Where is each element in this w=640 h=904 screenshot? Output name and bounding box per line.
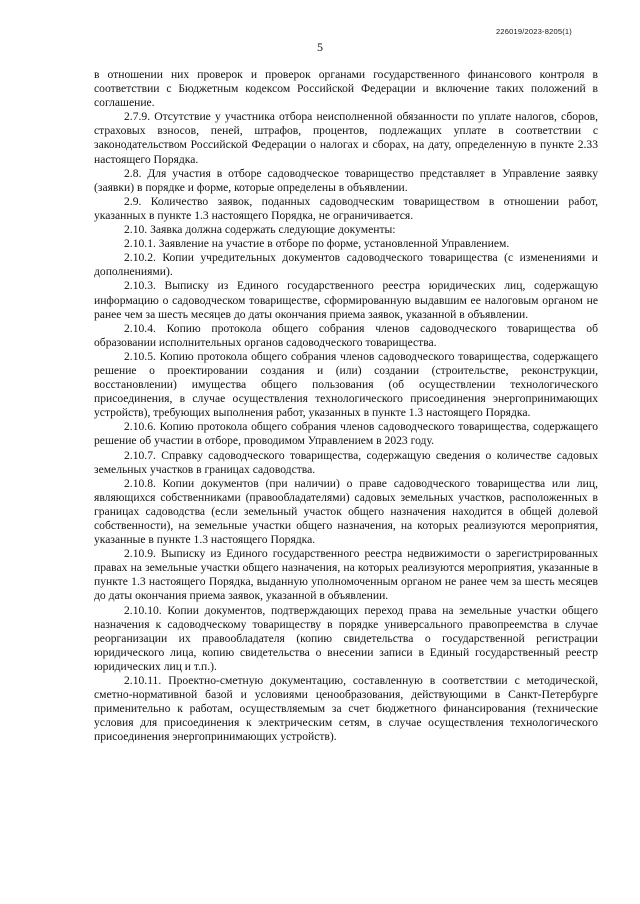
paragraph-2-10-2: 2.10.2. Копии учредительных документов садоводческого товарищества (с изменениями и дополнениями). bbox=[94, 251, 598, 279]
paragraph-2-10-9: 2.10.9. Выписку из Единого государственного реестра недвижимости о зарегистрированных правах на земельные участки общего назначения, на которых реализуются мероприятия, указанные в пункте 1.3 настоящего Порядка, выданную уполномоченным органом не ранее чем за шесть месяцев до даты окончания приема заявок, указанной в объявлении. bbox=[94, 547, 598, 603]
paragraph-2-8: 2.8. Для участия в отборе садоводческое товарищество представляет в Управление заявку (заявки) в порядке и форме, которые определены в объявлении. bbox=[94, 166, 598, 194]
paragraph-2-10: 2.10. Заявка должна содержать следующие документы: bbox=[124, 223, 396, 237]
paragraph-2-10-5: 2.10.5. Копию протокола общего собрания членов садоводческого товарищества, содержащего решение о проектировании создания и (или) создании (строительстве, реконструкции, восстановлении) имущества общего пользования (об осуществлении технологического присоединения, в случае осуществления технологического присоединения энергопринимающих устройств), требующих выполнения работ, указанных в пункте 1.3 настоящего Порядка. bbox=[94, 349, 598, 420]
document-body bbox=[94, 68, 598, 745]
paragraph-2-10-11: 2.10.11. Проектно-сметную документацию, составленную в соответствии с методической, сметно-нормативной базой и условиями ценообразования, действующими в Санкт-Петербурге применительно к работам, осуществляемым за счет бюджетного финансирования (технические условия для присоединения к электрическим сетям, в случае осуществления технологического присоединения энергопринимающих устройств). bbox=[94, 674, 598, 744]
page-number: 5 bbox=[317, 40, 323, 54]
paragraph-2-10-10: 2.10.10. Копии документов, подтверждающих переход права на земельные участки общего назначения к садоводческому товариществу в порядке универсального правопреемства в случае реорганизации их правообладателя (копию свидетельства о государственной регистрации юридического лица, копию свидетельства о внесении записи в Единый государственный реестр юридических лиц и т.п.). bbox=[94, 603, 598, 673]
paragraph-2-10-3: 2.10.3. Выписку из Единого государственного реестра юридических лиц, содержащую информацию о садоводческом товариществе, сформированную выдавшим ее налоговым органом не ранее чем за шесть месяцев до даты окончания приема заявок, указанной в объявлении. bbox=[94, 279, 598, 321]
paragraph-2-10-6: 2.10.6. Копию протокола общего собрания членов садоводческого товарищества, содержащего решение об участии в отборе, проводимом Управлением в 2023 году. bbox=[94, 420, 598, 448]
paragraph-continuation: в отношении них проверок и проверок органами государственного финансового контроля в соответствии с Бюджетным кодексом Российской Федерации и включение таких положений в соглашение. bbox=[94, 68, 598, 110]
document-id: 226019/2023-8205(1) bbox=[496, 27, 572, 36]
paragraph-2-10-1: 2.10.1. Заявление на участие в отборе по форме, установленной Управлением. bbox=[124, 237, 510, 251]
paragraph-2-9: 2.9. Количество заявок, поданных садоводческим товариществом в отношении работ, указанных в пункте 1.3 настоящего Порядка, не ограничивается. bbox=[94, 194, 598, 222]
paragraph-2-10-8: 2.10.8. Копии документов (при наличии) о праве садоводческого товарищества или лиц, являющихся собственниками (правообладателями) садовых земельных участков, расположенных в границах садоводства (если земельный участок общего назначения находится в общей долевой собственности), на земельные участки общего назначения, на которых реализуются мероприятия, указанные в пункте 1.3 настоящего Порядка. bbox=[94, 476, 598, 547]
paragraph-2-7-9: 2.7.9. Отсутствие у участника отбора неисполненной обязанности по уплате налогов, сборов, страховых взносов, пеней, штрафов, процентов, подлежащих уплате в соответствии с законодательством Российской Федерации о налогах и сборах, на дату, определенную в пункте 2.33 настоящего Порядка. bbox=[94, 110, 598, 166]
paragraph-2-10-7: 2.10.7. Справку садоводческого товарищества, содержащую сведения о количестве садовых земельных участков в границах садоводства. bbox=[94, 448, 598, 476]
paragraph-2-10-4: 2.10.4. Копию протокола общего собрания членов садоводческого товарищества об образовании исполнительных органов садоводческого товарищества. bbox=[94, 321, 598, 349]
